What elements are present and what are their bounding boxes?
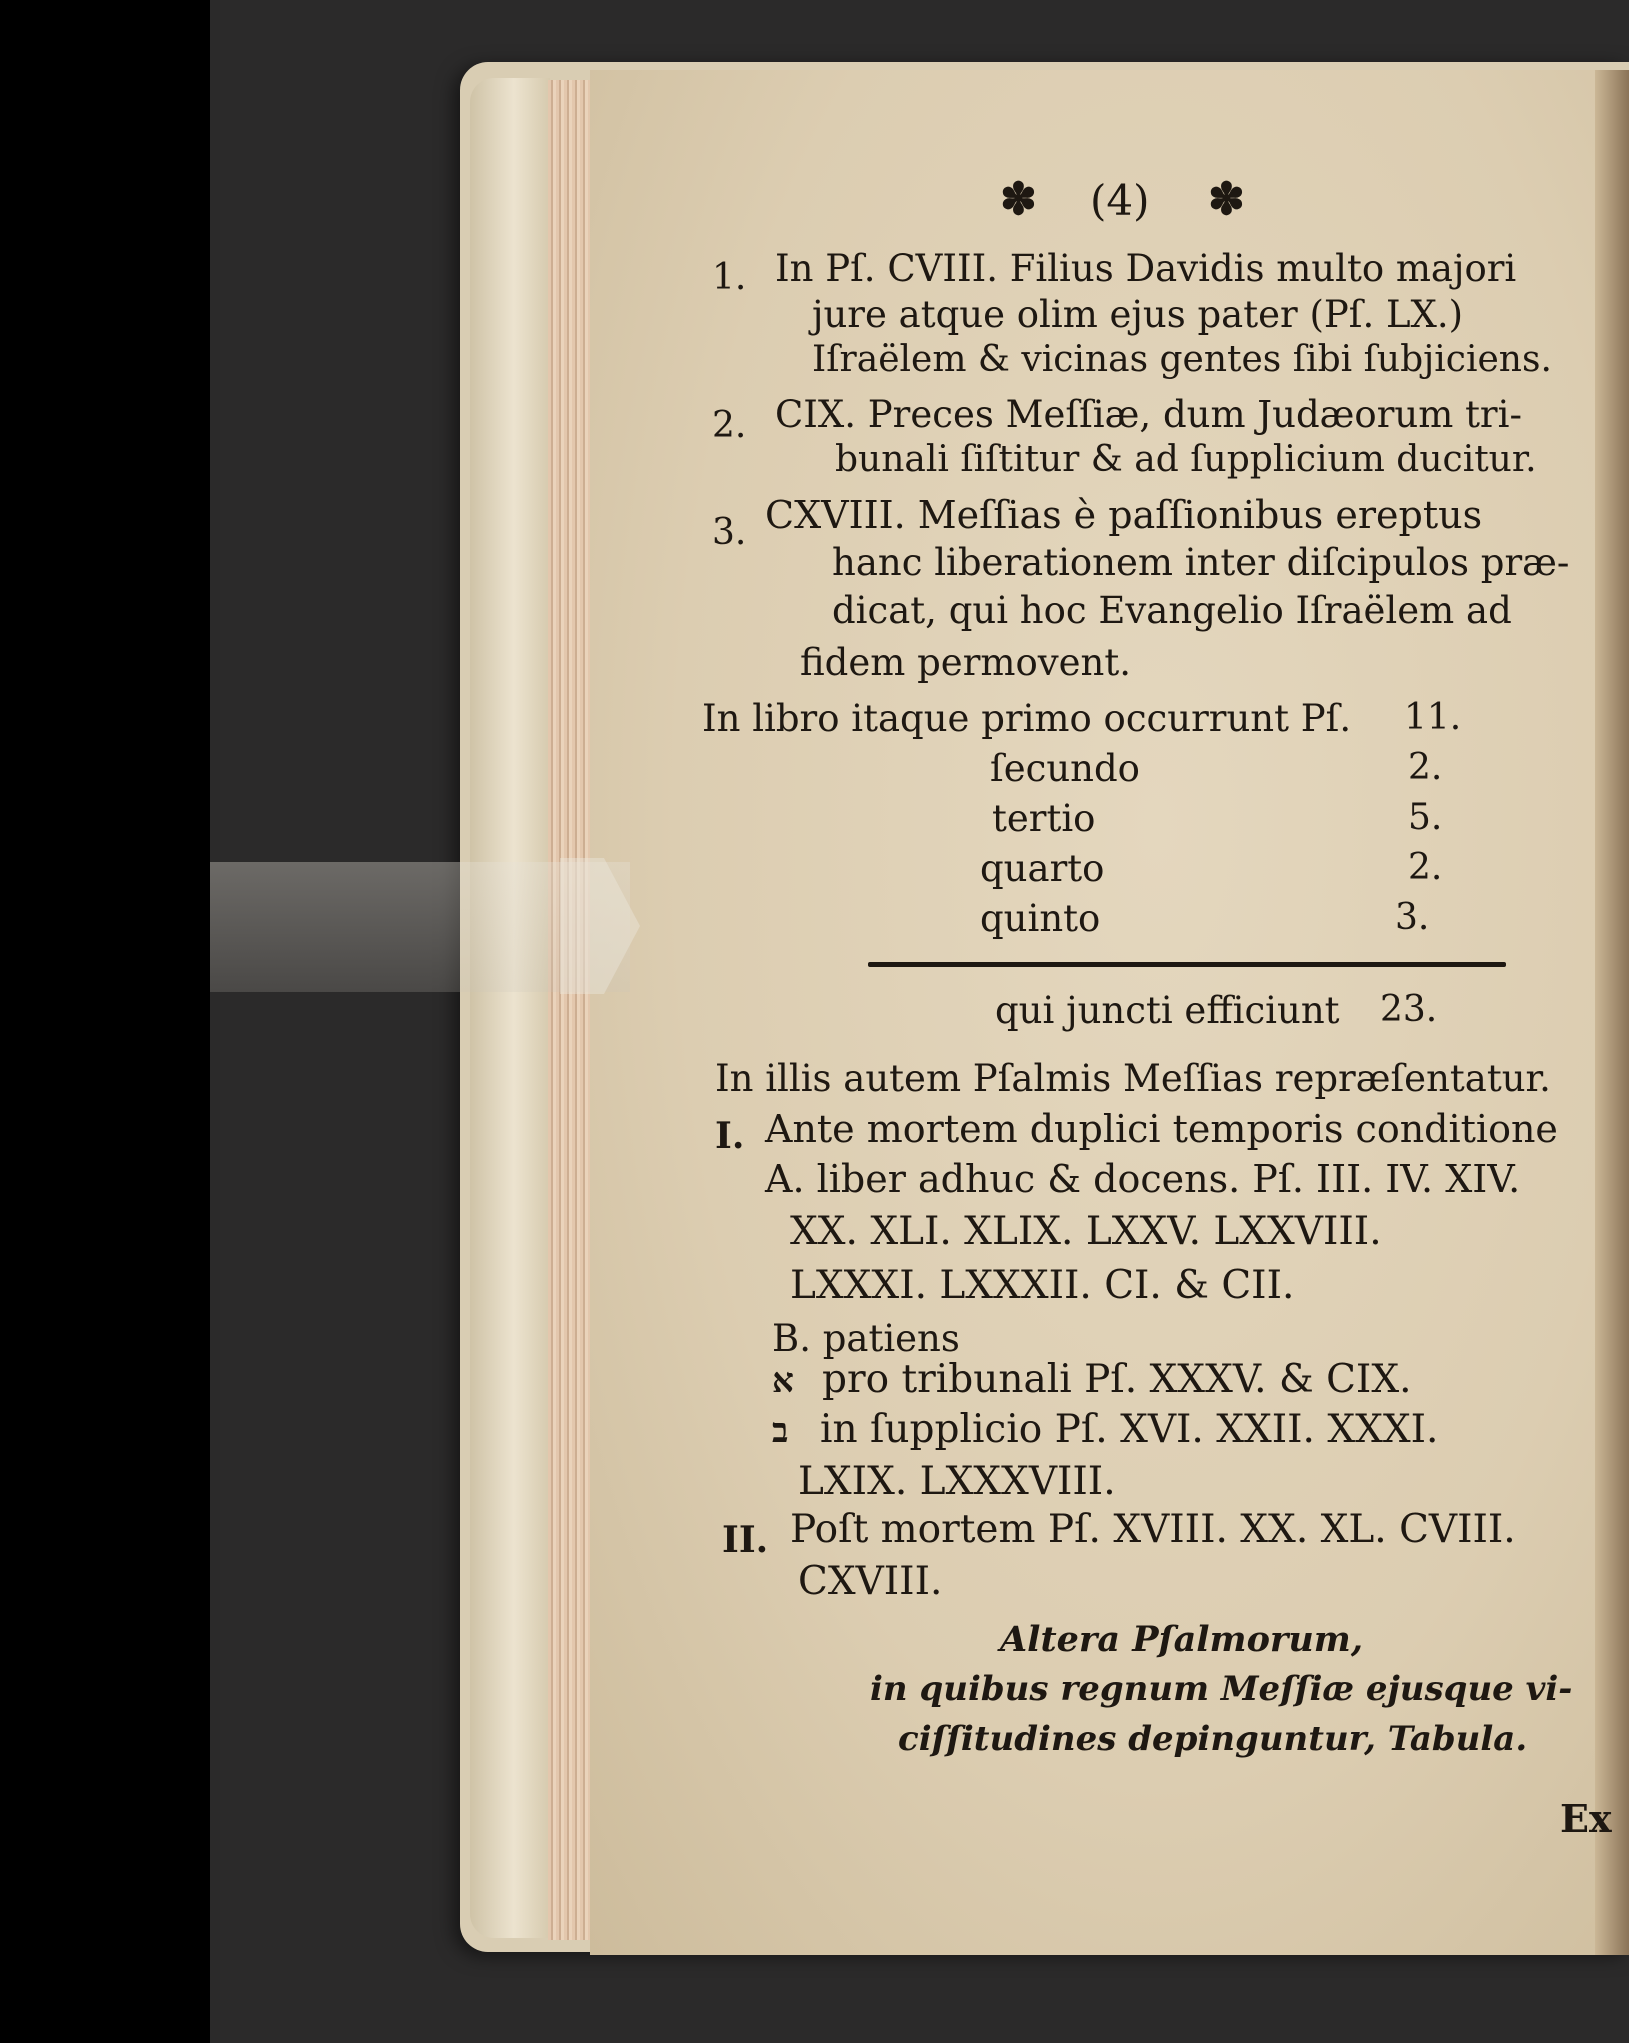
- tally-label: ſecundo: [990, 747, 1140, 790]
- page-number: (4): [1090, 176, 1150, 225]
- cover-spine: [470, 78, 550, 1938]
- part-I-text: Ante mortem duplici temporis conditione: [765, 1107, 1558, 1151]
- section-1-line-1: In Pſ. CVIII. Filius Davidis multo majori: [775, 247, 1517, 290]
- closing-line-1: Altera Pſalmorum,: [1000, 1619, 1364, 1660]
- aleph-mark: א: [772, 1361, 794, 1401]
- beth-line-1: in ſupplicio Pſ. XVI. XXII. XXXI.: [820, 1407, 1439, 1452]
- section-2-number: 2.: [712, 405, 747, 446]
- tally-intro: In libro itaque primo occurrunt Pſ.: [702, 697, 1352, 740]
- tally-count: 5.: [1408, 797, 1443, 838]
- tally-count: 2.: [1408, 847, 1443, 888]
- section-3-line-4: fidem permovent.: [800, 641, 1131, 684]
- header-ornament-right: ✽: [1208, 174, 1245, 225]
- aleph-text: pro tribunali Pſ. XXXV. & CIX.: [822, 1357, 1412, 1402]
- sum-rule: [868, 962, 1506, 967]
- part-A-line-3: LXXXI. LXXXII. CI. & CII.: [790, 1263, 1295, 1308]
- page-gutter-shadow: [1595, 70, 1629, 1955]
- part-B: B. patiens: [772, 1317, 960, 1360]
- part-I-number: I.: [715, 1115, 745, 1157]
- section-1-number: 1.: [712, 257, 747, 298]
- body-intro: In illis autem Pſalmis Meſſias repræſentatur.: [715, 1057, 1551, 1100]
- part-A-line-2: XX. XLI. XLIX. LXXV. LXXVIII.: [790, 1209, 1382, 1254]
- tally-label: tertio: [992, 797, 1096, 840]
- dark-background-strip: [0, 0, 210, 2043]
- tally-label: quarto: [980, 847, 1105, 890]
- part-II-line-1: Poſt mortem Pſ. XVIII. XX. XL. CVIII.: [790, 1507, 1516, 1552]
- section-2-line-1: CIX. Preces Meſſiæ, dum Judæorum tri-: [775, 393, 1522, 436]
- section-3-line-3: dicat, qui hoc Evangelio Iſraëlem ad: [832, 589, 1512, 632]
- tally-label: quinto: [980, 897, 1101, 940]
- header-ornament-left: ✽: [1000, 174, 1037, 225]
- section-3-line-2: hanc liberationem inter diſcipulos præ-: [832, 541, 1570, 584]
- closing-line-3: ciſſitudines depinguntur, Tabula.: [898, 1719, 1528, 1759]
- tally-count: 11.: [1404, 697, 1462, 738]
- beth-mark: ב: [772, 1411, 789, 1451]
- tally-total-label: qui juncti efficiunt: [995, 989, 1340, 1032]
- catchword: Ex: [1560, 1796, 1612, 1841]
- section-2-line-2: bunali ſiſtitur & ad ſupplicium ducitur.: [835, 439, 1537, 480]
- section-1-line-2: jure atque olim ejus pater (Pſ. LX.): [812, 293, 1464, 336]
- closing-line-2: in quibus regnum Meſſiæ ejusque vi-: [870, 1669, 1573, 1709]
- tally-total: 23.: [1380, 989, 1438, 1030]
- section-3-line-1: CXVIII. Meſſias è paſſionibus ereptus: [765, 493, 1483, 537]
- part-A-line-1: A. liber adhuc & docens. Pſ. III. IV. XIV.: [765, 1157, 1521, 1201]
- part-II-line-2: CXVIII.: [798, 1559, 943, 1604]
- tally-count: 3.: [1395, 897, 1430, 938]
- section-3-number: 3.: [712, 512, 747, 553]
- tally-count: 2.: [1408, 747, 1443, 788]
- beth-line-2: LXIX. LXXXVIII.: [798, 1459, 1116, 1504]
- part-II-number: II.: [722, 1519, 769, 1561]
- section-1-line-3: Iſraëlem & vicinas gentes ſibi ſubjiciens.: [812, 339, 1552, 380]
